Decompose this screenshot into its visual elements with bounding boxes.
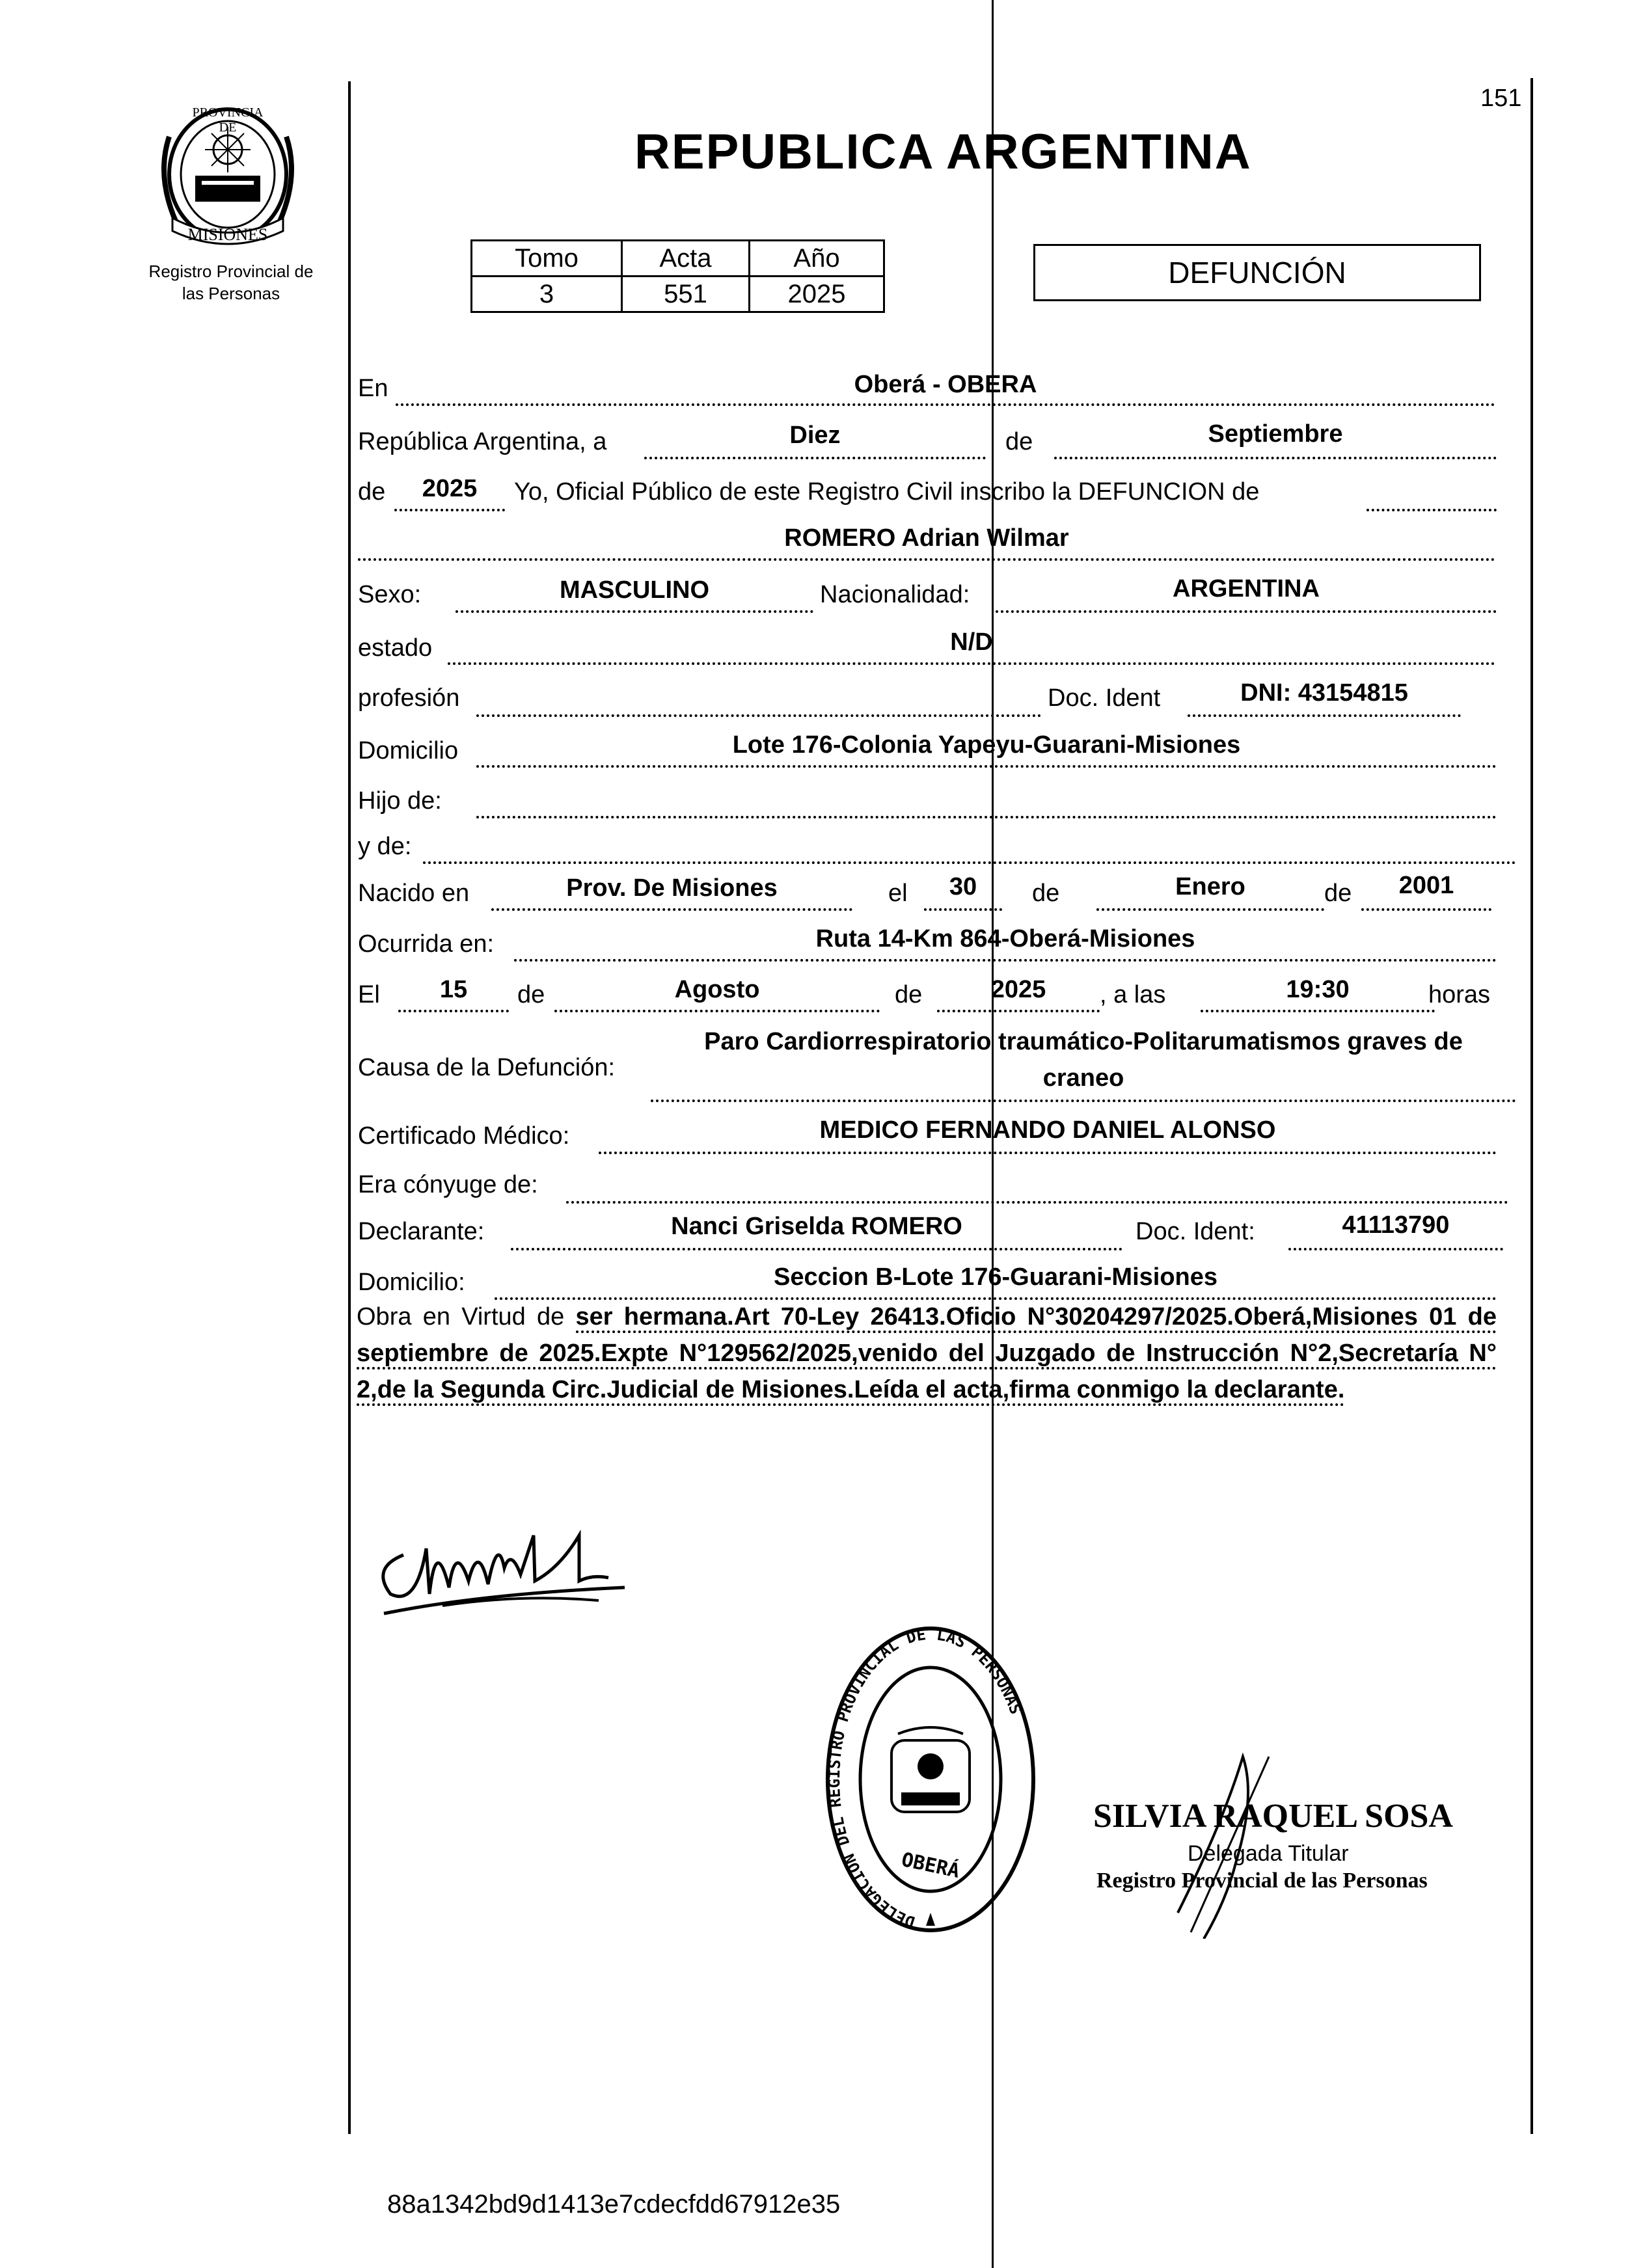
label-el: el: [888, 880, 908, 907]
label-de2: de: [358, 478, 386, 506]
seal-text-bottom: MISIONES: [187, 225, 268, 244]
official-stamp: [823, 1623, 1038, 1936]
label-domicilio: Domicilio: [358, 737, 459, 764]
value-domicilio: Lote 176-Colonia Yapeyu-Guarani-Misiones: [732, 731, 1241, 759]
record-type-box: [1033, 244, 1481, 301]
register-header-anio: Año: [750, 241, 884, 277]
line-anio: [394, 509, 505, 511]
value-declarante-domicilio: Seccion B-Lote 176-Guarani-Misiones: [773, 1263, 1218, 1291]
observaciones: [357, 1299, 1497, 1408]
registry-name-line1: Registro Provincial de: [148, 262, 314, 281]
label-y-de: y de:: [358, 833, 412, 860]
line-ocurrida-en: [514, 959, 1497, 962]
line-declarante: [511, 1248, 1122, 1250]
label-yo: Yo, Oficial Público de este Registro Civil inscribo la DEFUNCION de: [514, 478, 1260, 506]
label-causa: Causa de la Defunción:: [358, 1054, 616, 1081]
left-margin-rule: [348, 81, 351, 2134]
register-value-row: [472, 277, 884, 312]
line-nacimiento-mes: [1096, 908, 1324, 911]
line-y-de: [423, 861, 1516, 864]
value-sexo: MASCULINO: [559, 576, 710, 604]
value-mes: Septiembre: [1208, 420, 1343, 448]
label-doc-ident: Doc. Ident: [1048, 684, 1161, 712]
register-value-tomo: 3: [472, 277, 622, 312]
line-domicilio: [476, 765, 1497, 768]
value-nacido-en: Prov. De Misiones: [566, 874, 778, 902]
right-margin-rule: [1530, 78, 1533, 2134]
label-el2: El: [358, 981, 380, 1008]
label-profesion: profesión: [358, 684, 460, 712]
register-header-tomo: Tomo: [472, 241, 622, 277]
line-conyuge: [566, 1201, 1508, 1204]
label-hijo-de: Hijo de:: [358, 787, 442, 815]
line-nombre: [358, 558, 1495, 561]
stamp-ring-text: DELEGACION DEL REGISTRO PROVINCIAL DE LAS PERSONAS: [824, 1625, 1026, 1932]
line-mes: [1054, 457, 1497, 459]
value-nombre: ROMERO Adrian Wilmar: [784, 524, 1069, 552]
value-causa-line2: craneo: [1042, 1064, 1124, 1092]
page-number: 151: [1480, 85, 1522, 112]
register-table: [470, 239, 885, 313]
value-ocurrida-en: Ruta 14-Km 864-Oberá-Misiones: [815, 925, 1195, 952]
register-value-acta: 551: [622, 277, 750, 312]
label-ocurrida-en: Ocurrida en:: [358, 930, 495, 958]
value-documento: DNI: 43154815: [1240, 679, 1408, 707]
line-nacionalidad: [996, 610, 1497, 613]
official-title: Delegada Titular: [1188, 1841, 1349, 1866]
line-certificado: [599, 1152, 1497, 1154]
line-documento: [1188, 714, 1461, 717]
label-estado: estado: [358, 634, 433, 662]
value-certificado: MEDICO FERNANDO DANIEL ALONSO: [819, 1116, 1276, 1144]
line-nacimiento-anio: [1361, 908, 1491, 911]
line-defuncion-mes: [554, 1010, 880, 1012]
registry-logo: [150, 98, 306, 247]
value-hora: 19:30: [1286, 976, 1350, 1003]
seal-text-top: PROVINCIA DE: [192, 105, 264, 135]
official-name: SILVIA RAQUEL SOSA: [1093, 1798, 1453, 1835]
register-value-anio: 2025: [750, 277, 884, 312]
registry-name-line2: las Personas: [182, 284, 280, 303]
stamp-city: OBERÁ: [899, 1848, 962, 1883]
register-header-row: [472, 241, 884, 277]
value-nacimiento-mes: Enero: [1175, 873, 1245, 900]
line-sexo-field: [456, 610, 813, 613]
label-a-las: , a las: [1100, 981, 1166, 1008]
value-dia: Diez: [789, 422, 841, 449]
line-hora: [1201, 1010, 1435, 1012]
value-observaciones: ser hermana.Art 70-Ley 26413.Oficio N°30204297/2025.Oberá,Misiones 01 de septiembre de 2025.Expte N°129562/2025,venido del Juzgado de Instrucción N°2,Secretaría N° 2,de la Segunda Circ.Judicial de Misiones.Leída el acta,firma conmigo la declarante.: [357, 1303, 1497, 1406]
label-republica: República Argentina, a: [358, 428, 607, 455]
label-de1: de: [1005, 428, 1033, 455]
line-declarante-doc: [1288, 1248, 1503, 1250]
value-nacimiento-dia: 30: [949, 873, 977, 900]
record-type: DEFUNCIÓN: [1168, 256, 1346, 290]
declarant-signature-icon: [364, 1496, 638, 1627]
document-hash: 88a1342bd9d1413e7cdecfdd67912e35: [387, 2190, 841, 2219]
official-registry: Registro Provincial de las Personas: [1096, 1869, 1428, 1893]
value-declarante: Nanci Griselda ROMERO: [671, 1213, 962, 1240]
label-sexo: Sexo:: [358, 581, 422, 608]
line-nacimiento-dia: [924, 908, 1002, 911]
value-causa-line1: Paro Cardiorrespiratorio traumático-Politarumatismos graves de: [704, 1028, 1463, 1055]
value-nacionalidad: ARGENTINA: [1173, 575, 1320, 602]
value-lugar: Oberá - OBERA: [854, 371, 1037, 398]
line-profesion: [476, 714, 1041, 717]
value-anio: 2025: [422, 475, 478, 502]
label-horas: horas: [1428, 981, 1491, 1008]
line-lugar: [396, 403, 1495, 406]
label-de-n1: de: [1032, 880, 1060, 907]
label-de-n2: de: [1324, 880, 1352, 907]
label-nacido-en: Nacido en: [358, 880, 470, 907]
value-defuncion-anio: 2025: [990, 976, 1046, 1003]
label-de-o2: de: [895, 981, 923, 1008]
line-defuncion-anio: [937, 1010, 1100, 1012]
line-yo-end: [1367, 509, 1497, 511]
register-header-acta: Acta: [622, 241, 750, 277]
label-nacionalidad: Nacionalidad:: [820, 581, 970, 608]
label-doc-ident2: Doc. Ident:: [1136, 1218, 1255, 1245]
value-estado: N/D: [950, 628, 993, 656]
value-nacimiento-anio: 2001: [1398, 872, 1454, 899]
label-obra: Obra en Virtud de: [357, 1303, 565, 1330]
label-en: En: [358, 375, 388, 402]
line-dia: [644, 457, 986, 459]
label-certificado: Certificado Médico:: [358, 1122, 570, 1150]
page-title: REPUBLICA ARGENTINA: [634, 124, 1252, 180]
line-nacido-en: [491, 908, 852, 911]
label-conyuge: Era cónyuge de:: [358, 1171, 538, 1198]
line-defuncion-dia: [398, 1010, 509, 1012]
label-de-o1: de: [517, 981, 545, 1008]
value-defuncion-mes: Agosto: [674, 976, 760, 1003]
stamp-ring-text-svg: [823, 1623, 1038, 1936]
label-domicilio2: Domicilio:: [358, 1269, 465, 1296]
declarant-signature: [364, 1496, 638, 1627]
value-declarante-doc: 41113790: [1342, 1211, 1450, 1239]
label-declarante: Declarante:: [358, 1218, 485, 1245]
line-hijo-de: [476, 816, 1497, 818]
line-causa: [651, 1100, 1516, 1102]
value-defuncion-dia: 15: [439, 976, 468, 1003]
line-estado: [448, 662, 1495, 665]
